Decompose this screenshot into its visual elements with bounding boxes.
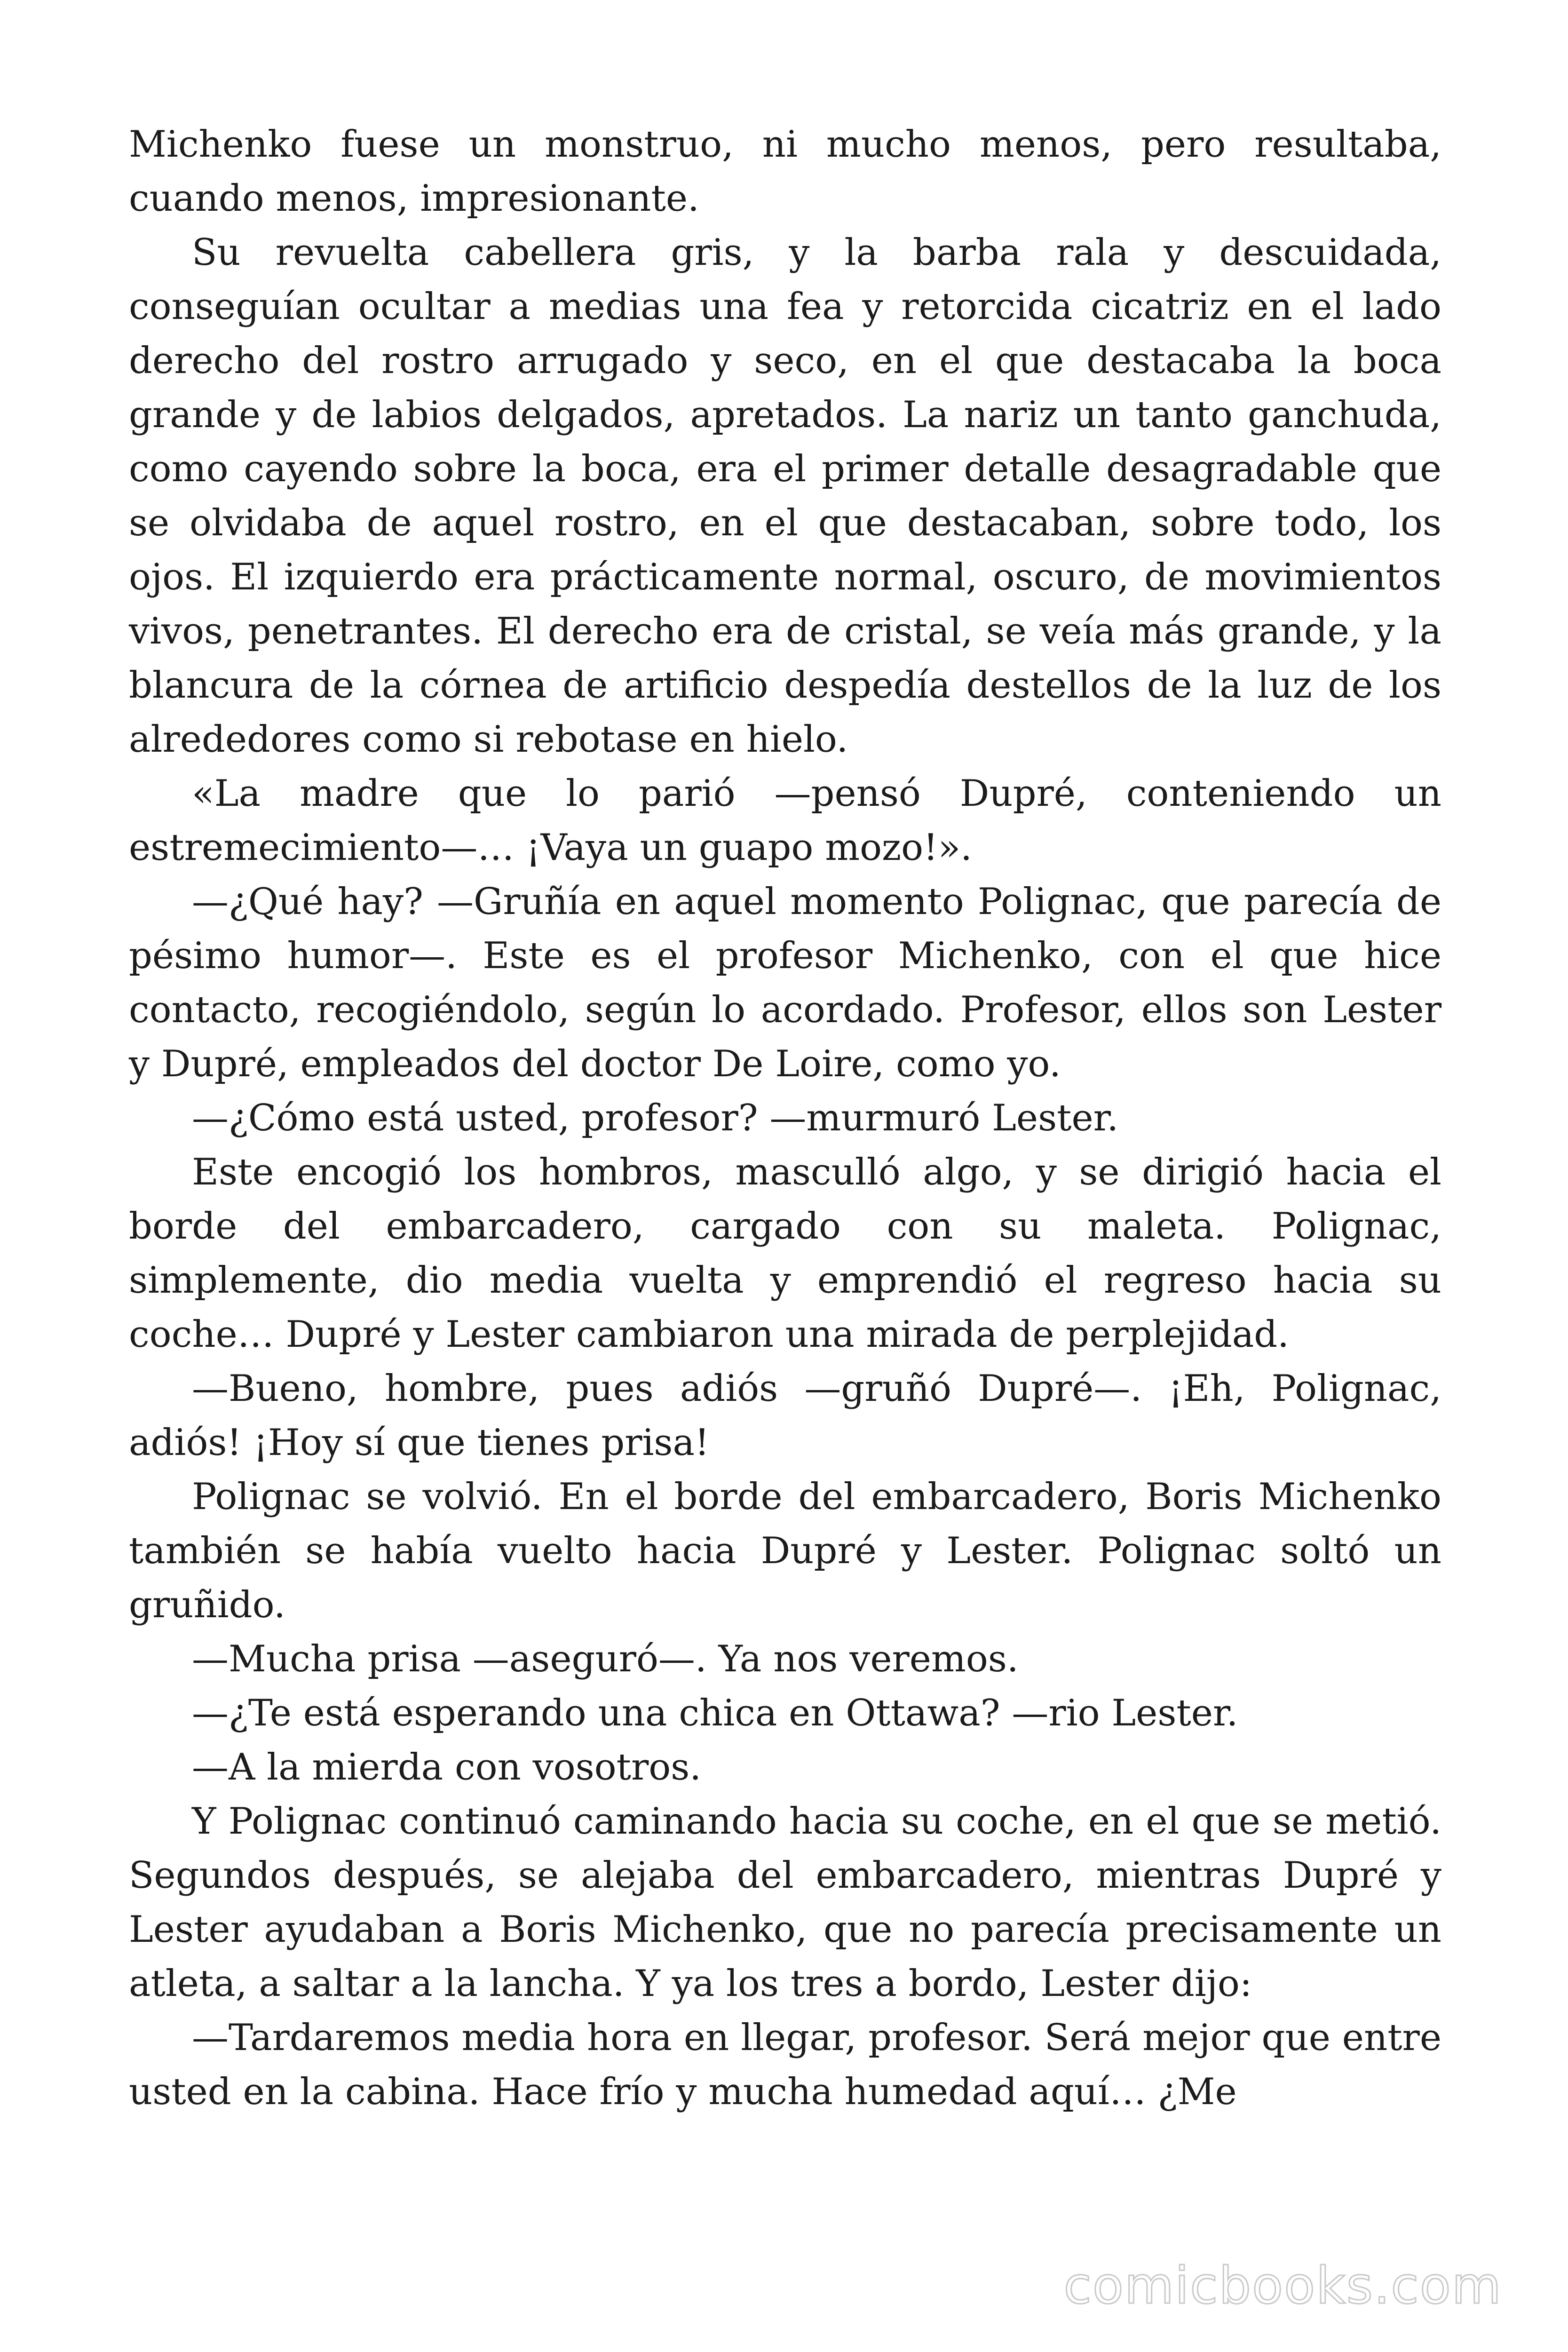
paragraph: —A la mierda con vosotros. xyxy=(192,1746,702,1788)
paragraph: —¿Qué hay? —Gruñía en aquel momento Polignac, que parecía de pésimo humor—. Este es el profesor Michenko, con el que hice contacto, recogiéndolo, según lo acordado. Profesor, ellos son Lester y Dupré, empleados del doctor De Loire, como yo. xyxy=(129,881,1441,1085)
paragraph: Polignac se volvió. En el borde del embarcadero, Boris Michenko también se había vuelto hacia Dupré y Lester. Polignac soltó un gruñido. xyxy=(129,1476,1441,1626)
body-text xyxy=(129,118,1441,2119)
paragraph: —Bueno, hombre, pues adiós —gruñó Dupré—. ¡Eh, Polignac, adiós! ¡Hoy sí que tienes prisa! xyxy=(129,1367,1441,1464)
watermark: comicbooks.com xyxy=(1063,2257,1502,2315)
paragraph: Y Polignac continuó caminando hacia su coche, en el que se metió. Segundos después, se alejaba del embarcadero, mientras Dupré y Lester ayudaban a Boris Michenko, que no parecía precisamente un atleta, a saltar a la lancha. Y ya los tres a bordo, Lester dijo: xyxy=(129,1800,1441,2005)
paragraph: Su revuelta cabellera gris, y la barba rala y descuidada, conseguían ocultar a medias una fea y retorcida cicatriz en el lado derecho del rostro arrugado y seco, en el que destacaba la boca grande y de labios delgados, apretados. La nariz un tanto ganchuda, como cayendo sobre la boca, era el primer detalle desagradable que se olvidaba de aquel rostro, en el que destacaban, sobre todo, los ojos. El izquierdo era prácticamente normal, oscuro, de movimientos vivos, penetrantes. El derecho era de cristal, se veía más grande, y la blancura de la córnea de artificio despedía destellos de la luz de los alrededores como si rebotase en hielo. xyxy=(129,231,1441,761)
paragraph: —¿Te está esperando una chica en Ottawa? —rio Lester. xyxy=(192,1692,1238,1734)
paragraph: —¿Cómo está usted, profesor? —murmuró Lester. xyxy=(192,1097,1119,1139)
paragraph: «La madre que lo parió —pensó Dupré, conteniendo un estremecimiento—… ¡Vaya un guapo mozo!». xyxy=(129,772,1441,869)
paragraph-continued: Michenko fuese un monstruo, ni mucho menos, pero resultaba, cuando menos, impresionante. xyxy=(129,123,1441,220)
book-page xyxy=(129,118,1441,2187)
paragraph: Este encogió los hombros, masculló algo, y se dirigió hacia el borde del embarcadero, cargado con su maleta. Polignac, simplemente, dio media vuelta y emprendió el regreso hacia su coche… Dupré y Lester cambiaron una mirada de perplejidad. xyxy=(129,1151,1441,1356)
paragraph: —Tardaremos media hora en llegar, profesor. Será mejor que entre usted en la cabina. Hace frío y mucha humedad aquí… ¿Me xyxy=(129,2017,1441,2113)
paragraph: —Mucha prisa —aseguró—. Ya nos veremos. xyxy=(192,1638,1019,1680)
